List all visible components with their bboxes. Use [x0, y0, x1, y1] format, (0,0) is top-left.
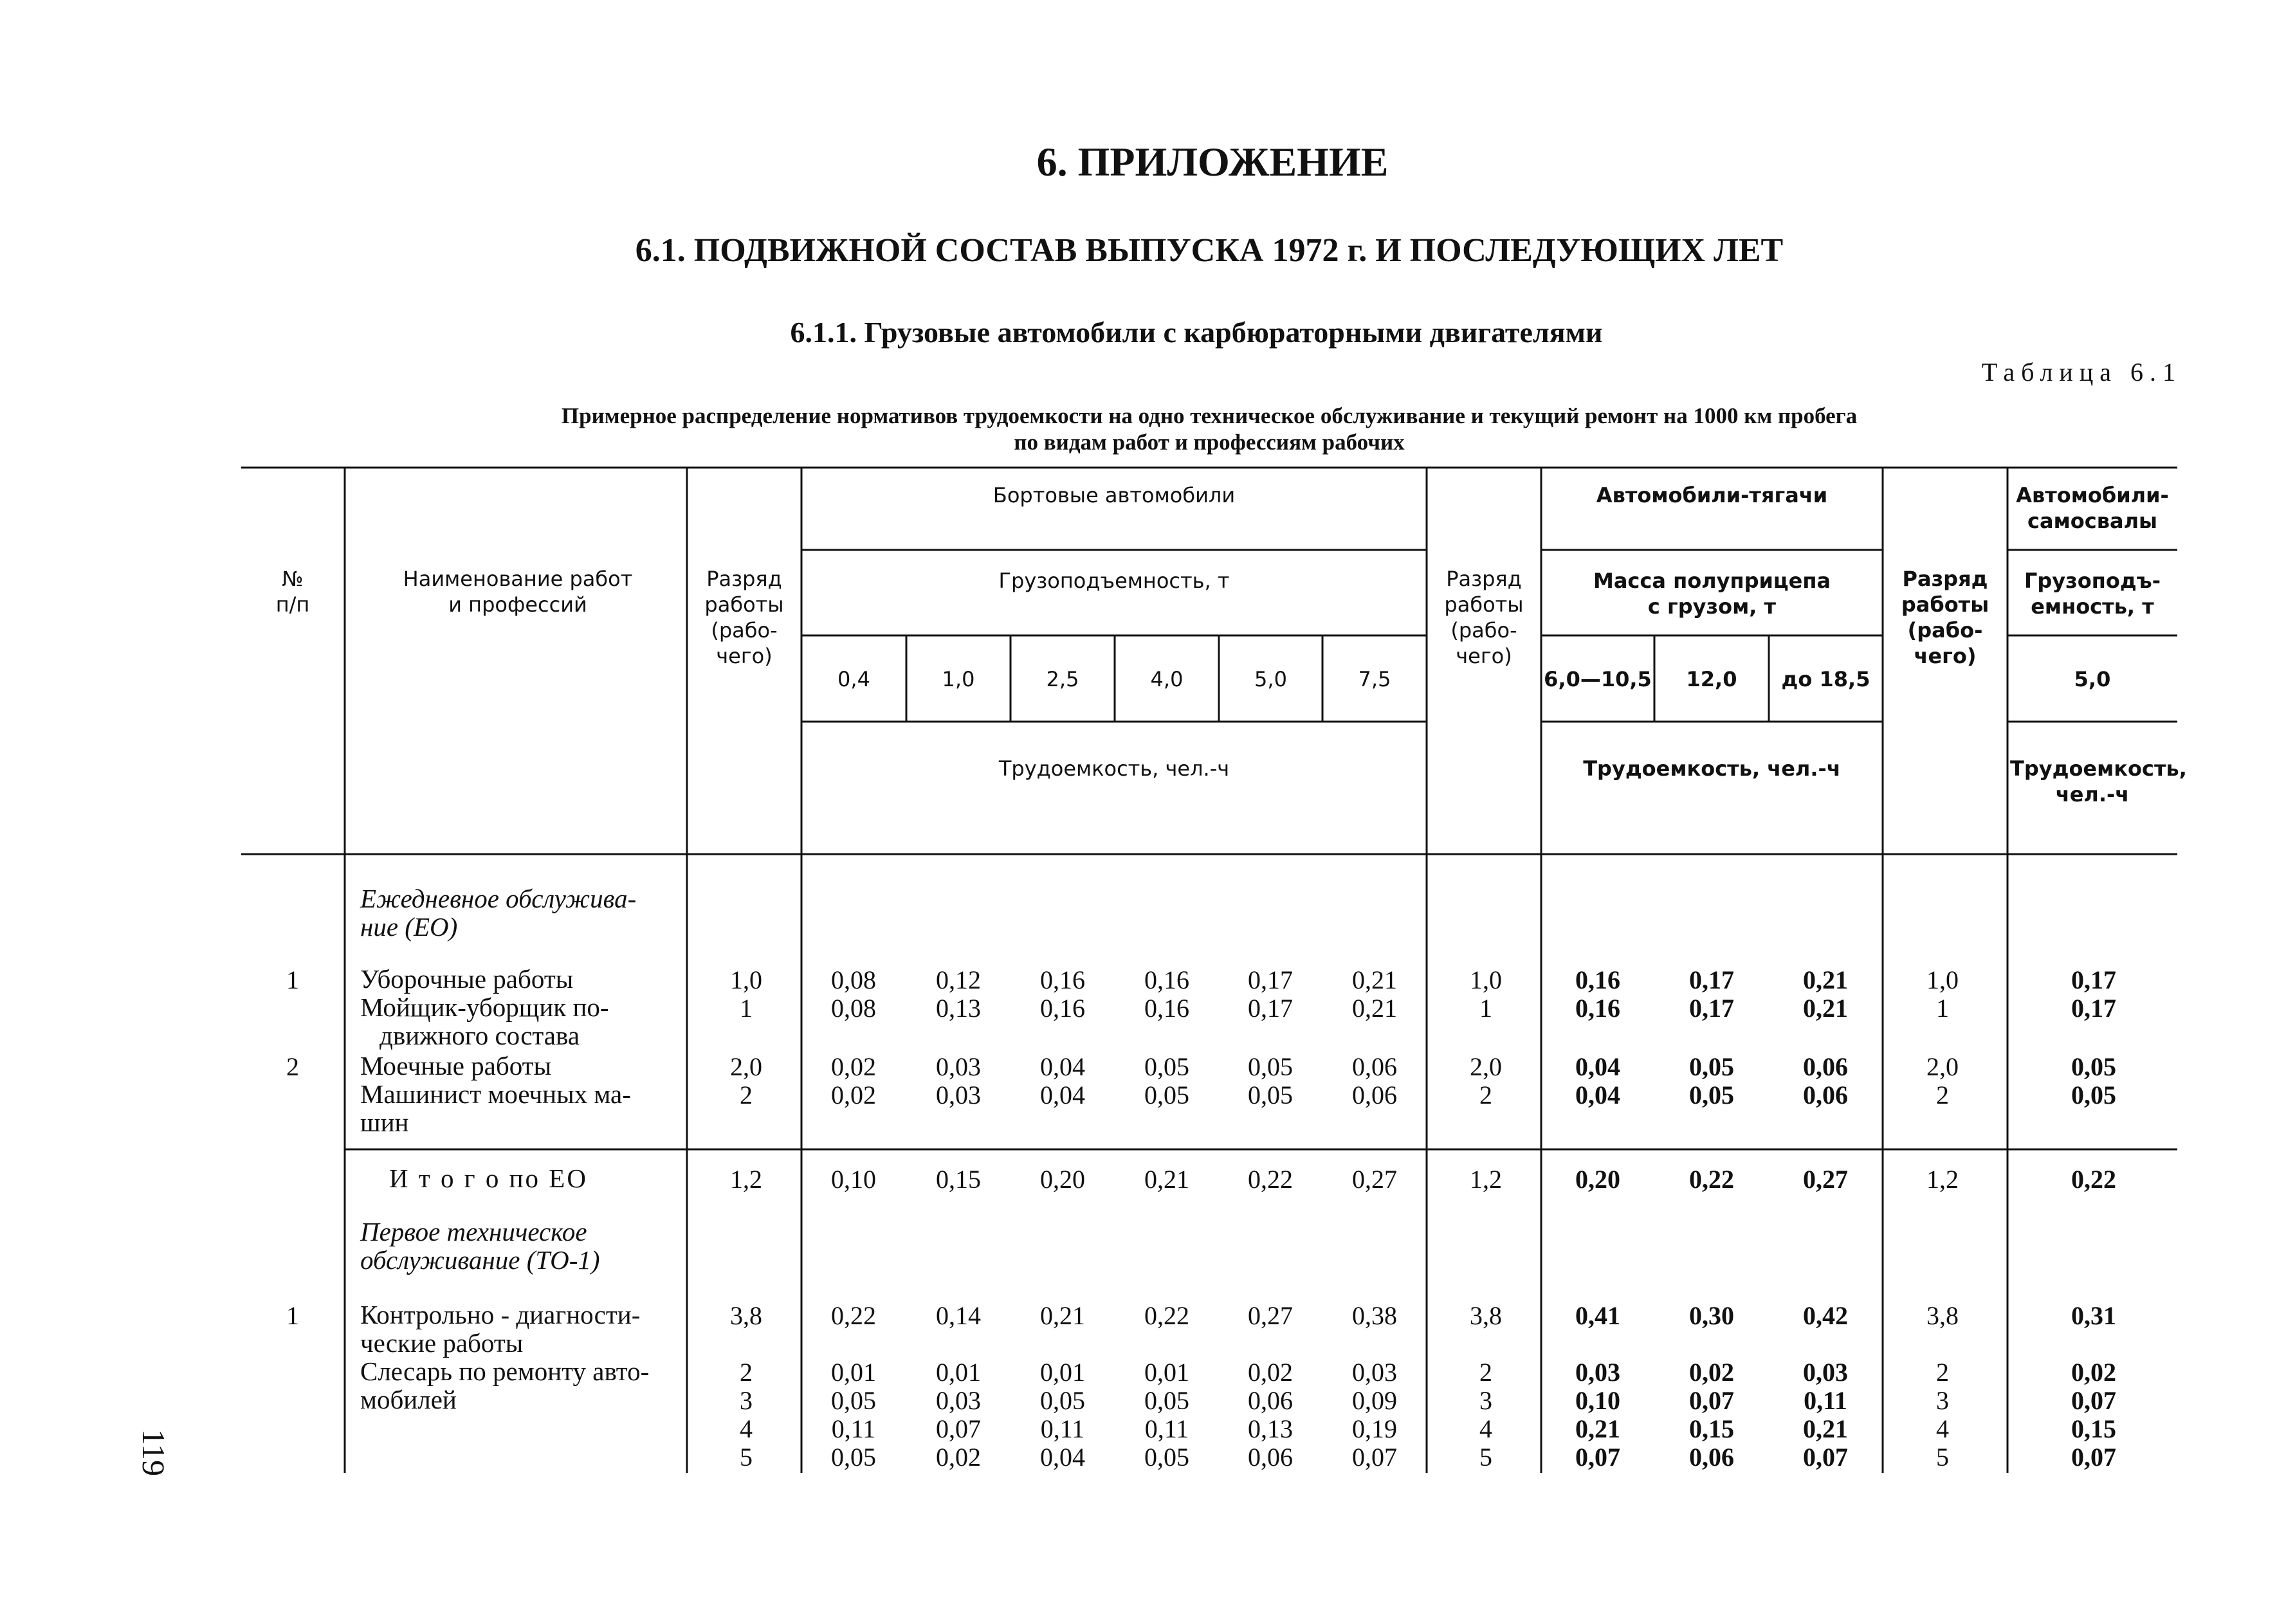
- row-name: Мойщик-уборщик по-: [360, 992, 609, 1022]
- header-name: Наименование работ и профессий: [403, 567, 633, 617]
- row-name: И т о г о по ЕО: [389, 1163, 588, 1193]
- tractor-value: 0,17: [1689, 965, 1734, 994]
- flatbed-value: 0,10: [831, 1165, 876, 1194]
- flatbed-value: 0,06: [1248, 1386, 1293, 1415]
- flatbed-value: 0,21: [1144, 1165, 1189, 1194]
- tractor-value: 0,03: [1803, 1358, 1848, 1387]
- flatbed-value: 0,21: [1352, 994, 1397, 1023]
- header-trailer: Масса полуприцепа с грузом, т: [1593, 569, 1831, 619]
- grade-tractor: 5: [1479, 1443, 1492, 1472]
- header-tractors: Автомобили-тягачи: [1596, 483, 1828, 507]
- col-6-10-5: 6,0—10,5: [1544, 667, 1652, 691]
- col-5-0: 5,0: [1254, 667, 1287, 691]
- flatbed-value: 0,16: [1144, 965, 1189, 994]
- col-12-0: 12,0: [1686, 667, 1737, 691]
- header-dump: Автомобили- самосвалы: [2016, 483, 2169, 533]
- grade-dump: 3,8: [1926, 1301, 1959, 1330]
- row-name-cont: шин: [360, 1108, 409, 1137]
- tractor-value: 0,07: [1575, 1443, 1620, 1472]
- flatbed-value: 0,11: [1144, 1414, 1189, 1443]
- tractor-value: 0,06: [1803, 1052, 1848, 1081]
- grade-flatbed: 4: [740, 1414, 753, 1443]
- flatbed-value: 0,09: [1352, 1386, 1397, 1415]
- col-dump-5-0: 5,0: [2074, 667, 2111, 691]
- dump-value: 0,07: [2071, 1443, 2116, 1472]
- flatbed-value: 0,02: [936, 1443, 981, 1472]
- header-num: № п/п: [275, 567, 310, 617]
- header-dump-capacity: Грузоподъ- емность, т: [2024, 569, 2161, 619]
- flatbed-value: 0,05: [831, 1443, 876, 1472]
- flatbed-value: 0,11: [1040, 1414, 1085, 1443]
- flatbed-value: 0,17: [1248, 994, 1293, 1023]
- grade-flatbed: 1,0: [730, 965, 762, 994]
- tractor-value: 0,06: [1803, 1081, 1848, 1109]
- flatbed-value: 0,01: [936, 1358, 981, 1387]
- flatbed-value: 0,22: [831, 1301, 876, 1330]
- flatbed-value: 0,07: [936, 1414, 981, 1443]
- flatbed-value: 0,16: [1144, 994, 1189, 1023]
- tractor-value: 0,11: [1804, 1386, 1847, 1415]
- flatbed-value: 0,14: [936, 1301, 981, 1330]
- tractor-value: 0,16: [1575, 965, 1620, 994]
- flatbed-value: 0,12: [936, 965, 981, 994]
- grade-flatbed: 2: [740, 1358, 753, 1387]
- flatbed-value: 0,05: [1248, 1052, 1293, 1081]
- flatbed-value: 0,27: [1248, 1301, 1293, 1330]
- row-name: Моечные работы: [360, 1051, 552, 1081]
- flatbed-value: 0,05: [1144, 1081, 1189, 1109]
- tractor-value: 0,05: [1689, 1081, 1734, 1109]
- flatbed-value: 0,02: [831, 1052, 876, 1081]
- flatbed-value: 0,20: [1040, 1165, 1085, 1194]
- grade-dump: 1: [1936, 994, 1949, 1023]
- flatbed-value: 0,21: [1040, 1301, 1085, 1330]
- flatbed-value: 0,07: [1352, 1443, 1397, 1472]
- tractor-value: 0,07: [1689, 1386, 1734, 1415]
- flatbed-value: 0,17: [1248, 965, 1293, 994]
- grade-dump: 1,2: [1926, 1165, 1959, 1194]
- dump-value: 0,17: [2071, 994, 2116, 1023]
- flatbed-value: 0,16: [1040, 994, 1085, 1023]
- dump-value: 0,02: [2071, 1358, 2116, 1387]
- tractor-value: 0,06: [1689, 1443, 1734, 1472]
- flatbed-value: 0,16: [1040, 965, 1085, 994]
- grade-tractor: 1,0: [1470, 965, 1502, 994]
- grade-tractor: 2: [1479, 1358, 1492, 1387]
- col-4-0: 4,0: [1150, 667, 1184, 691]
- page-heading: 6. ПРИЛОЖЕНИЕ: [1036, 139, 1389, 185]
- grade-flatbed: 1,2: [730, 1165, 762, 1194]
- tractor-value: 0,17: [1689, 994, 1734, 1023]
- table-caption-line2: по видам работ и профессиям рабочих: [1014, 430, 1405, 455]
- tractor-value: 0,04: [1575, 1081, 1620, 1109]
- tractor-value: 0,21: [1803, 965, 1848, 994]
- flatbed-value: 0,08: [831, 994, 876, 1023]
- flatbed-value: 0,04: [1040, 1443, 1085, 1472]
- row-number: 1: [286, 1301, 299, 1330]
- header-labor-tractor: Трудоемкость, чел.-ч: [1583, 756, 1841, 781]
- grade-dump: 2: [1936, 1081, 1949, 1109]
- flatbed-value: 0,03: [936, 1052, 981, 1081]
- table-label: Таблица 6.1: [1981, 358, 2182, 387]
- flatbed-value: 0,06: [1352, 1052, 1397, 1081]
- flatbed-value: 0,13: [936, 994, 981, 1023]
- grade-dump: 2: [1936, 1358, 1949, 1387]
- dump-value: 0,05: [2071, 1081, 2116, 1109]
- grade-tractor: 1,2: [1470, 1165, 1502, 1194]
- row-name: Контрольно - диагности-: [360, 1300, 641, 1329]
- row-number: 2: [286, 1052, 299, 1081]
- tractor-value: 0,20: [1575, 1165, 1620, 1194]
- flatbed-value: 0,02: [1248, 1358, 1293, 1387]
- section-title: 6.1.1. Грузовые автомобили с карбюраторными двигателями: [790, 316, 1603, 349]
- tractor-value: 0,42: [1803, 1301, 1848, 1330]
- tractor-value: 0,21: [1803, 994, 1848, 1023]
- flatbed-value: 0,05: [1144, 1443, 1189, 1472]
- flatbed-value: 0,21: [1352, 965, 1397, 994]
- tractor-value: 0,03: [1575, 1358, 1620, 1387]
- table-caption-line1: Примерное распределение нормативов трудоемкости на одно техническое обслуживание и текущий ремонт на 1000 км пробега: [561, 403, 1858, 428]
- grade-flatbed: 1: [740, 994, 753, 1023]
- flatbed-value: 0,38: [1352, 1301, 1397, 1330]
- col-0-4: 0,4: [837, 667, 870, 691]
- col-7-5: 7,5: [1358, 667, 1391, 691]
- flatbed-value: 0,15: [936, 1165, 981, 1194]
- flatbed-value: 0,04: [1040, 1081, 1085, 1109]
- tractor-value: 0,22: [1689, 1165, 1734, 1194]
- header-grade-dump: Разряд работы (рабо- чего): [1901, 567, 1989, 668]
- flatbed-value: 0,04: [1040, 1052, 1085, 1081]
- flatbed-value: 0,01: [831, 1358, 876, 1387]
- flatbed-value: 0,05: [1144, 1052, 1189, 1081]
- tractor-value: 0,04: [1575, 1052, 1620, 1081]
- grade-dump: 3: [1936, 1386, 1949, 1415]
- grade-flatbed: 3: [740, 1386, 753, 1415]
- grade-flatbed: 5: [740, 1443, 753, 1472]
- tractor-value: 0,27: [1803, 1165, 1848, 1194]
- dump-value: 0,15: [2071, 1414, 2116, 1443]
- flatbed-value: 0,19: [1352, 1414, 1397, 1443]
- row-name: Уборочные работы: [360, 964, 574, 994]
- flatbed-value: 0,13: [1248, 1414, 1293, 1443]
- header-grade-flatbed: Разряд работы (рабо- чего): [704, 567, 784, 668]
- row-name-cont: ческие работы: [360, 1328, 524, 1358]
- flatbed-value: 0,03: [936, 1081, 981, 1109]
- row-number: 1: [286, 965, 299, 994]
- dump-value: 0,17: [2071, 965, 2116, 994]
- flatbed-value: 0,22: [1248, 1165, 1293, 1194]
- header-capacity: Грузоподъемность, т: [998, 569, 1230, 593]
- flatbed-value: 0,06: [1352, 1081, 1397, 1109]
- header-flatbed: Бортовые автомобили: [992, 483, 1236, 507]
- flatbed-value: 0,27: [1352, 1165, 1397, 1194]
- col-2-5: 2,5: [1046, 667, 1079, 691]
- dump-value: 0,22: [2071, 1165, 2116, 1194]
- flatbed-value: 0,06: [1248, 1443, 1293, 1472]
- tractor-value: 0,15: [1689, 1414, 1734, 1443]
- row-name: Слесарь по ремонту авто-: [360, 1356, 650, 1386]
- grade-tractor: 3,8: [1470, 1301, 1502, 1330]
- tractor-value: 0,05: [1689, 1052, 1734, 1081]
- flatbed-value: 0,02: [831, 1081, 876, 1109]
- dump-value: 0,07: [2071, 1386, 2116, 1415]
- section-to1: Первое техническое обслуживание (ТО-1): [360, 1217, 600, 1275]
- flatbed-value: 0,05: [1144, 1386, 1189, 1415]
- grade-dump: 5: [1936, 1443, 1949, 1472]
- flatbed-value: 0,22: [1144, 1301, 1189, 1330]
- col-1-0: 1,0: [942, 667, 975, 691]
- header-labor-flatbed: Трудоемкость, чел.-ч: [998, 756, 1230, 781]
- subheading: 6.1. ПОДВИЖНОЙ СОСТАВ ВЫПУСКА 1972 г. И ПОСЛЕДУЮЩИХ ЛЕТ: [635, 232, 1784, 269]
- flatbed-value: 0,03: [936, 1386, 981, 1415]
- page-number: 119: [136, 1429, 172, 1477]
- grade-flatbed: 2,0: [730, 1052, 762, 1081]
- dump-value: 0,05: [2071, 1052, 2116, 1081]
- header-grade-tractor: Разряд работы (рабо- чего): [1444, 567, 1524, 668]
- grade-dump: 4: [1936, 1414, 1949, 1443]
- grade-tractor: 2,0: [1470, 1052, 1502, 1081]
- flatbed-value: 0,05: [1040, 1386, 1085, 1415]
- grade-tractor: 4: [1479, 1414, 1492, 1443]
- tractor-value: 0,02: [1689, 1358, 1734, 1387]
- grade-tractor: 1: [1479, 994, 1492, 1023]
- tractor-value: 0,07: [1803, 1443, 1848, 1472]
- grade-tractor: 2: [1479, 1081, 1492, 1109]
- flatbed-value: 0,11: [831, 1414, 876, 1443]
- flatbed-value: 0,03: [1352, 1358, 1397, 1387]
- flatbed-value: 0,01: [1144, 1358, 1189, 1387]
- section-eo: Ежедневное обслужива- ние (ЕО): [360, 884, 637, 942]
- row-name-cont: движного состава: [380, 1021, 580, 1050]
- flatbed-value: 0,05: [831, 1386, 876, 1415]
- row-name-cont: мобилей: [360, 1385, 457, 1414]
- col-18-5: до 18,5: [1781, 667, 1870, 691]
- flatbed-value: 0,05: [1248, 1081, 1293, 1109]
- tractor-value: 0,30: [1689, 1301, 1734, 1330]
- dump-value: 0,31: [2071, 1301, 2116, 1330]
- grade-flatbed: 3,8: [730, 1301, 762, 1330]
- flatbed-value: 0,01: [1040, 1358, 1085, 1387]
- flatbed-value: 0,08: [831, 965, 876, 994]
- tractor-value: 0,21: [1803, 1414, 1848, 1443]
- tractor-value: 0,21: [1575, 1414, 1620, 1443]
- grade-flatbed: 2: [740, 1081, 753, 1109]
- header-labor-dump: Трудоемкость, чел.-ч: [2010, 756, 2187, 807]
- grade-dump: 1,0: [1926, 965, 1959, 994]
- tractor-value: 0,41: [1575, 1301, 1620, 1330]
- grade-tractor: 3: [1479, 1386, 1492, 1415]
- row-name: Машинист моечных ма-: [360, 1079, 631, 1109]
- tractor-value: 0,16: [1575, 994, 1620, 1023]
- tractor-value: 0,10: [1575, 1386, 1620, 1415]
- grade-dump: 2,0: [1926, 1052, 1959, 1081]
